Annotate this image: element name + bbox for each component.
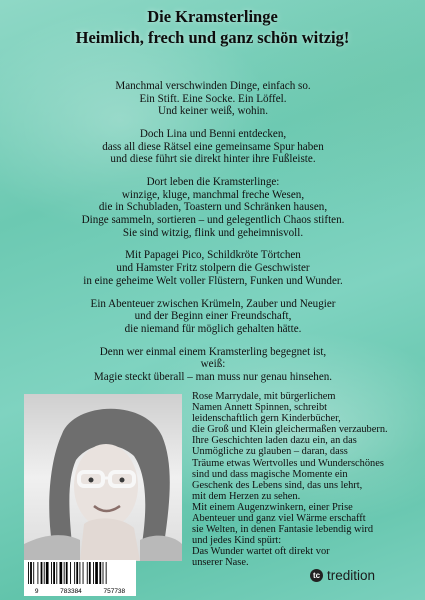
- isbn-barcode: [24, 560, 136, 596]
- bio-line: Unmögliche zu glauben – daran, dass: [192, 446, 348, 458]
- tredition-logo-icon: tc: [310, 569, 323, 582]
- bio-line: Rose Marrydale, mit bürgerlichem: [192, 391, 336, 402]
- barcode-bars: [24, 560, 136, 588]
- blurb-line: in eine geheime Welt voller Flüstern, Funken und Wunder.: [83, 274, 343, 287]
- blurb-line: und Hamster Fritz stolpern die Geschwister: [116, 262, 310, 275]
- blurb-line: Doch Lina und Benni entdecken,: [139, 128, 287, 141]
- blurb-paragraph-3: [18, 176, 408, 239]
- bio-line: Geschenk des Lebens sind, das uns lehrt,: [192, 479, 363, 491]
- barcode-digit-first: 9: [34, 588, 39, 595]
- blurb-line: weiß:: [200, 358, 226, 371]
- bio-line: mit dem Herzen zu sehen.: [192, 490, 301, 502]
- blurb-line: Magie steckt überall – man muss nur genau hinsehen.: [93, 370, 333, 383]
- blurb-line: Ein Abenteuer zwischen Krümeln, Zauber und Neugier: [90, 297, 336, 310]
- bio-line: sie Welten, in denen Fantasie lebendig wird: [192, 524, 374, 536]
- blurb-line: Denn wer einmal einem Kramsterling begegnet ist,: [99, 345, 327, 358]
- blurb-paragraph-1: [18, 80, 408, 118]
- blurb-line: Ein Stift. Eine Socke. Ein Löffel.: [139, 92, 287, 105]
- bio-line: Das Wunder wartet oft direkt vor: [192, 546, 330, 558]
- blurb-text: [18, 80, 408, 394]
- blurb-line: Dinge sammeln, sortieren – und gelegentlich Chaos stiften.: [81, 213, 345, 226]
- blurb-line: Dort leben die Kramsterlinge:: [146, 176, 280, 189]
- bio-line: und jedes Kind spürt:: [192, 535, 282, 547]
- blurb-line: und der Beginn einer Freundschaft,: [134, 310, 292, 323]
- blurb-line: Mit Papagei Pico, Schildkröte Törtchen: [125, 249, 301, 262]
- author-photo: [24, 394, 182, 561]
- barcode-group-2: 757738: [103, 588, 126, 595]
- bio-line: Abenteuer und ganz viel Wärme erschafft: [192, 513, 366, 525]
- author-bio: [192, 391, 417, 569]
- title-line-1: Die Kramsterlinge: [147, 7, 278, 26]
- bio-line: sind und dass magische Momente ein: [192, 468, 348, 480]
- barcode-group-1: 783384: [60, 588, 82, 595]
- barcode-digits: [24, 588, 136, 595]
- bio-line: leidenschaftlich gern Kinderbücher,: [192, 413, 341, 425]
- bio-line: Mit einem Augenzwinkern, einer Prise: [192, 501, 353, 513]
- blurb-line: dass all diese Rätsel eine gemeinsame Spur haben: [102, 140, 324, 153]
- blurb-paragraph-4: [18, 249, 408, 287]
- blurb-line: winzige, kluge, manchmal freche Wesen,: [121, 188, 305, 201]
- blurb-line: Und keiner weiß, wohin.: [158, 105, 268, 118]
- publisher-name: tredition: [327, 567, 376, 583]
- book-title: [0, 6, 425, 48]
- blurb-line: Sie sind witzig, flink und geheimnisvoll.: [122, 226, 304, 239]
- title-line-2: Heimlich, frech und ganz schön witzig!: [75, 28, 350, 47]
- bio-line: die Groß und Klein gleichermaßen verzaubern.: [192, 424, 388, 436]
- bio-line: Namen Annett Spinnen, schreibt: [192, 402, 328, 414]
- blurb-line: die in Schubladen, Toastern und Schränken hausen,: [98, 201, 328, 214]
- bio-line: Träume etwas Wertvolles und Wunderschönes: [192, 457, 384, 469]
- blurb-paragraph-6: [18, 346, 408, 384]
- blurb-line: Manchmal verschwinden Dinge, einfach so.: [115, 80, 311, 92]
- bio-line: Ihre Geschichten laden dazu ein, an das: [192, 435, 357, 447]
- blurb-paragraph-5: [18, 298, 408, 336]
- publisher-mark: [310, 566, 375, 584]
- blurb-line: die niemand für möglich gehalten hätte.: [124, 322, 302, 335]
- blurb-paragraph-2: [18, 128, 408, 166]
- blurb-line: und diese führt sie direkt hinter ihre Fußleiste.: [110, 153, 316, 166]
- bio-line: unserer Nase.: [192, 557, 249, 569]
